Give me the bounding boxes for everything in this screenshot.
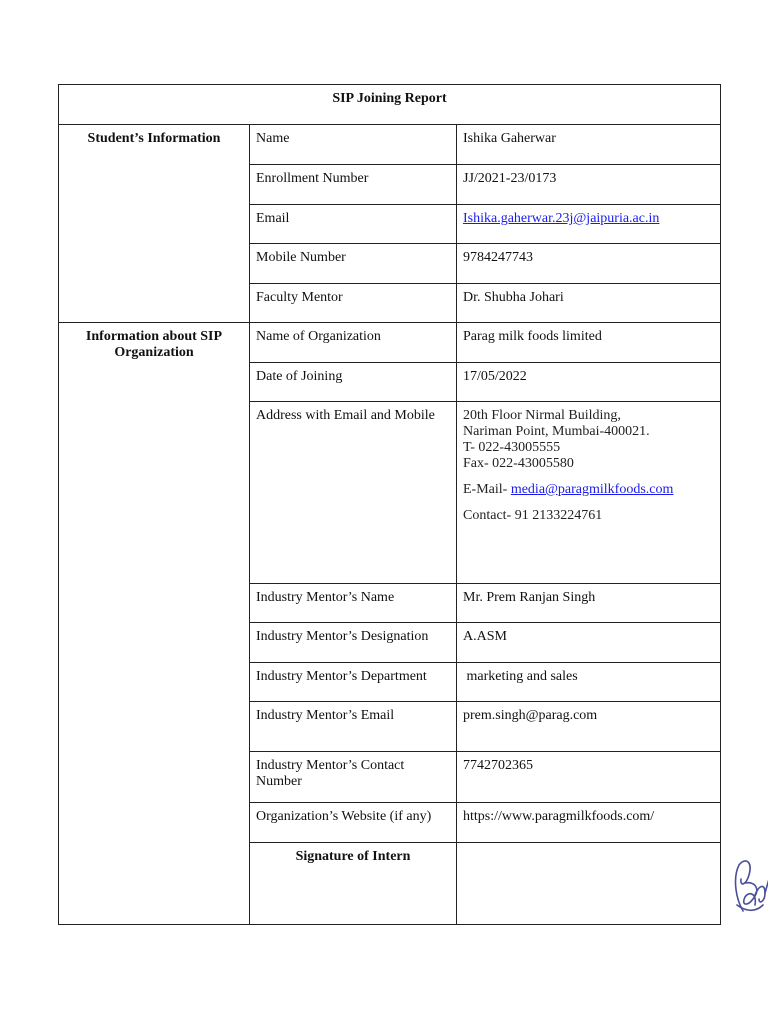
mentor-designation-label: Industry Mentor’s Designation xyxy=(250,623,457,663)
address-email-line xyxy=(463,482,714,498)
address-fax: Fax- 022-43005580 xyxy=(463,456,574,471)
date-of-joining-value: 17/05/2022 xyxy=(457,363,721,402)
signature-empty-cell xyxy=(457,843,721,925)
email-label: Email xyxy=(250,205,457,244)
org-email-link[interactable]: media@paragmilkfoods.com xyxy=(510,482,674,497)
address-line: Nariman Point, Mumbai-400021. xyxy=(463,424,650,439)
mentor-department-value: marketing and sales xyxy=(457,663,721,702)
mentor-name-value: Mr. Prem Ranjan Singh xyxy=(457,584,721,623)
faculty-mentor-value: Dr. Shubha Johari xyxy=(457,284,721,323)
enrollment-label: Enrollment Number xyxy=(250,165,457,205)
mentor-designation-value: A.ASM xyxy=(457,623,721,663)
signature-image xyxy=(727,853,768,919)
enrollment-value: JJ/2021-23/0173 xyxy=(457,165,721,205)
mobile-label: Mobile Number xyxy=(250,244,457,284)
student-email-link[interactable]: Ishika.gaherwar.23j@jaipuria.ac.in xyxy=(463,211,660,226)
mobile-value: 9784247743 xyxy=(457,244,721,284)
name-label: Name xyxy=(250,125,457,165)
student-info-heading: Student’s Information xyxy=(59,125,250,323)
signature-heading: Signature of Intern xyxy=(250,843,457,925)
org-name-value: Parag milk foods limited xyxy=(457,323,721,363)
address-block xyxy=(457,402,721,584)
org-name-label: Name of Organization xyxy=(250,323,457,363)
faculty-mentor-label: Faculty Mentor xyxy=(250,284,457,323)
org-info-heading: Information about SIP Organization xyxy=(59,323,250,925)
mentor-contact-value: 7742702365 xyxy=(457,752,721,803)
email-prefix: E-Mail- xyxy=(463,482,511,497)
name-value: Ishika Gaherwar xyxy=(457,125,721,165)
mentor-email-label: Industry Mentor’s Email xyxy=(250,702,457,752)
mentor-department-label: Industry Mentor’s Department xyxy=(250,663,457,702)
address-label: Address with Email and Mobile xyxy=(250,402,457,584)
mentor-contact-label: Industry Mentor’s Contact Number xyxy=(250,752,457,803)
address-contact: Contact- 91 2133224761 xyxy=(463,508,603,523)
website-label: Organization’s Website (if any) xyxy=(250,803,457,843)
website-value: https://www.paragmilkfoods.com/ xyxy=(457,803,721,843)
mentor-name-label: Industry Mentor’s Name xyxy=(250,584,457,623)
sip-joining-report-table xyxy=(58,84,721,925)
address-phone: T- 022-43005555 xyxy=(463,440,561,455)
report-title: SIP Joining Report xyxy=(59,85,721,125)
address-line: 20th Floor Nirmal Building, xyxy=(463,408,621,423)
date-of-joining-label: Date of Joining xyxy=(250,363,457,402)
mentor-email-value: prem.singh@parag.com xyxy=(457,702,721,752)
